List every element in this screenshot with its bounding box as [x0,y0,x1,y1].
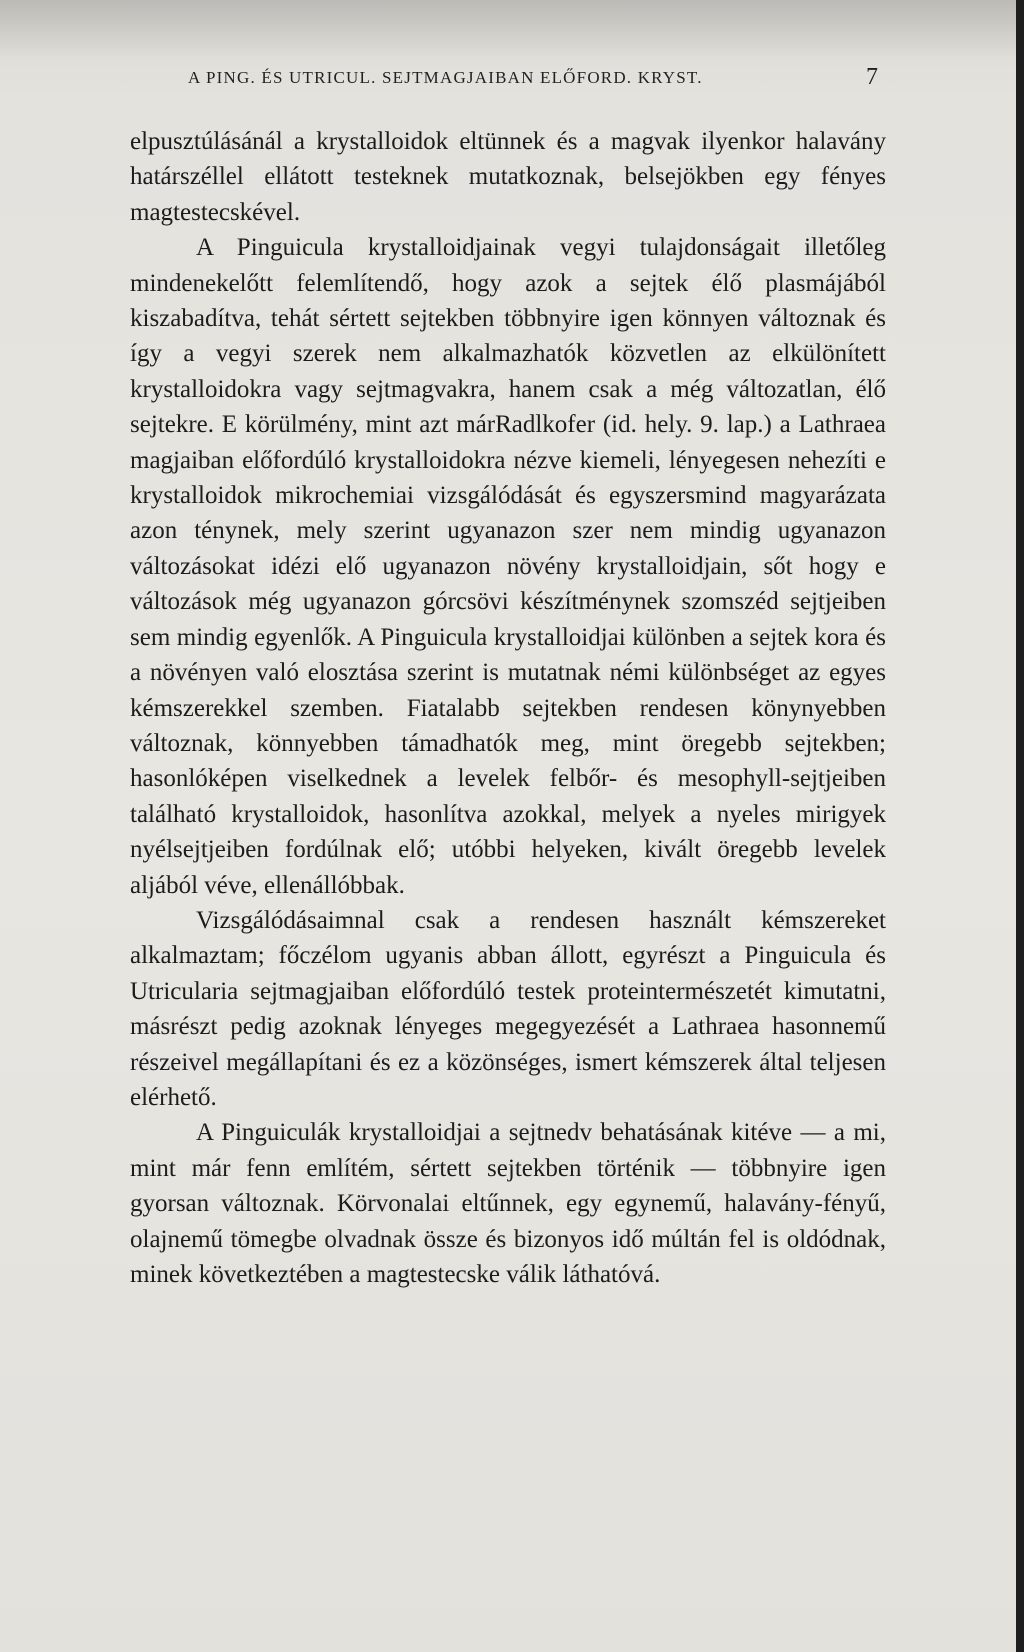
paragraph-4: A Pinguiculák krystalloidjai a sejtnedv behatásának kitéve — a mi, mint már fenn említém, sértett sejtekben történik — többnyire igen gyorsan változnak. Körvonalai eltűnnek, egy egynemű, halavány-fényű, olajnemű tömegbe olvadnak össze és bizonyos idő múltán fel is oldódnak, minek következtében a magtestecske válik láthatóvá. [130,1119,886,1288]
paragraph-2: A Pinguicula krystalloidjainak vegyi tulajdonságait illetőleg mindenekelőtt felemlítendő, hogy azok a sejtek élő plasmájából kiszabadítva, tehát sértett sejtekben többnyire igen könnyen változnak és így a vegyi szerek nem alkalmazhatók közvetlen az elkülönített krystalloidokra vagy sejtmagvakra, hanem csak a még változatlan, élő sejtekre. E körülmény, mint azt márRadlkofer (id. hely. 9. lap.) a Lathraea magjaiban előfordúló krystalloidokra nézve kiemeli, lényegesen nehezíti e krystalloidok mikrochemiai vizsgálódását és egyszersmind magyarázata azon ténynek, mely szerint ugyanazon szer nem mindig ugyanazon változásokat idézi elő ugyanazon növény krystalloidjain, sőt hogy e változások még ugyanazon górcsövi készítménynek szomszéd sejtjeiben sem mindig egyenlők. A Pinguicula krystalloidjai különben a sejtek kora és a növényen való elosztása szerint is mutatnak némi különbséget az egyes kémszerekkel szemben. Fiatalabb sejtekben rendesen könynyebben változnak, könnyebben támadhatók meg, mint öregebb sejtekben; hasonlóképen viselkednek a levelek felbőr- és mesophyll-sejtjeiben található krystalloidok, hasonlítva azokkal, melyek a nyeles mirigyek nyélsejtjeiben fordúlnak elő; utóbbi helyeken, kivált öregebb levelek aljából véve, ellenállóbbak. [130,234,886,899]
scan-edge [1016,0,1024,1652]
paragraph-1: elpusztúlásánál a krystalloidok eltünnek és a magvak ilyenkor halavány határszéllel ellátott testeknek mutatkoznak, belsejökben egy fényes magtestecskével. [130,128,886,226]
running-header: A PING. ÉS UTRICUL. SEJTMAGJAIBAN ELŐFORD. KRYST. [188,68,703,87]
paragraph-3: Vizsgálódásaimnal csak a rendesen használt kémszereket alkalmaztam; főczélom ugyanis abban állott, egyrészt a Pinguicula és Utricularia sejtmagjaiban előfordúló testek proteintermészetét kimutatni, másrészt pedig azoknak lényeges megegyezését a Lathraea hasonnemű részeivel megállapítani és ez a közönséges, ismert kémszerek által teljesen elérhető. [130,906,886,1111]
page-number: 7 [866,64,878,90]
body-text [130,124,886,1292]
